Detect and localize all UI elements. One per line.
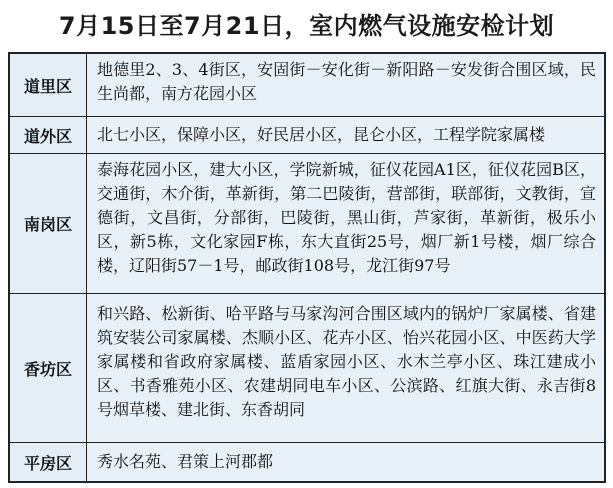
table-row-daowai [10,117,604,154]
table-row-pingfang [10,443,604,481]
district-areas: 地德里2、3、4街区，安固街－安化街－新阳路－安发街合围区域，民生尚都，南方花园小区 [97,60,596,103]
district-areas: 和兴路、松新街、哈平路与马家沟河合围区域内的锅炉厂家属楼、省建筑安装公司家属楼、杰顺小区、花卉小区、怡兴花园小区、中医药大学家属楼和省政府家属楼、蓝盾家园小区、水木兰亭小区、珠江建成小区、书香雅苑小区、农建胡同电车小区、公滨路、红旗大街、永吉街8号烟草楼、建北街、东香胡同 [97,304,596,419]
page-title: 7月15日至7月21日，室内燃气设施安检计划 [58,11,555,40]
district-areas: 泰海花园小区，建大小区，学院新城，征仪花园A1区，征仪花园B区，交通街，木介街，革新街，第二巴陵街，营部街，联部街，文教街，宣德街，文昌街，分部街，巴陵街，黑山街，芦家街，革新街，极乐小区，新5栋，文化家园F栋，东大直街25号，烟厂新1号楼，烟厂综合楼，辽阳街57－1号，邮政街108号，龙江街97号 [97,160,596,275]
district-areas: 北七小区，保障小区，好民居小区，昆仑小区，工程学院家属楼 [97,125,546,144]
schedule-table [8,52,606,483]
district-label: 道外区 [10,117,87,153]
district-areas: 秀水名苑、君策上河郡都 [97,452,274,471]
district-label: 平房区 [10,443,87,481]
district-label: 道里区 [10,54,87,116]
district-label: 香坊区 [10,294,87,442]
table-row-xiangfang [10,294,604,443]
table-row-nangang [10,154,604,294]
district-label: 南岗区 [10,154,87,293]
table-row-daoli [10,54,604,117]
